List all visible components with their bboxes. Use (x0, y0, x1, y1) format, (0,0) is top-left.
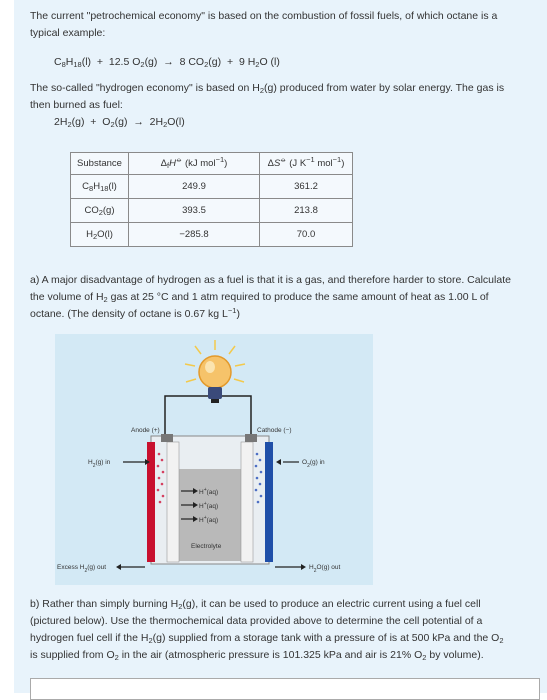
table-cell: 361.2 (260, 175, 353, 199)
h2-in-label: $H_2(g)$ in (88, 459, 111, 469)
hplus-label: H+(aq) (199, 487, 219, 496)
anode-electrode (167, 442, 179, 562)
table-header-row (71, 153, 353, 175)
table-cell: 70.0 (260, 223, 353, 247)
table-header-cell: ΔS⦵ (J $K^{-1}$ mol$^{-1}$) (260, 153, 353, 175)
table-cell: 393.5 (129, 199, 260, 223)
cathode-plate (265, 442, 273, 562)
hydrogen-economy-text: The so-called "hydrogen economy" is based on $H_2(g)$ produced from water by solar energy. The gas is then burned as fuel: (30, 82, 505, 111)
table-cell: $H_2O(l)$ (71, 223, 129, 247)
table-cell: $CO_2(g)$ (71, 199, 129, 223)
table-header-cell: Substance (71, 153, 129, 175)
h2o-out-label: $H_2O(g)$ out (309, 564, 341, 574)
hplus-label: H+(aq) (199, 515, 219, 524)
cathode-electrode (241, 442, 253, 562)
cathode-terminal (245, 434, 257, 442)
anode-terminal (161, 434, 173, 442)
table-row (71, 199, 353, 223)
question-a-text: a) A major disadvantage of hydrogen as a fuel is that it is a gas, and therefore harder to store. Calculate the volume of $H_2$ gas at 25 °C and 1 atm required to produce the same amount of heat as 1.00 L of octane. (The density of octane is 0.67 kg $L^{-1}$) (30, 274, 511, 320)
anode-label: Anode (+) (131, 427, 160, 434)
table-cell: $C_8H_{18}(l)$ (71, 175, 129, 199)
anode-plate (147, 442, 155, 562)
excess-h2-out-label: Excess $H_2(g)$ out (57, 564, 107, 574)
answer-input[interactable] (30, 678, 540, 700)
o2-in-label: $O_2(g)$ in (302, 459, 325, 469)
hydrogen-combustion-equation: $2H_2(g) + O_2(g) \to 2H_2O(l)$ (54, 116, 185, 129)
table-row (71, 223, 353, 247)
fuel-cell-diagram (55, 334, 373, 585)
table-row (71, 175, 353, 199)
intro-text: The current "petrochemical economy" is based on the combustion of fossil fuels, of which octane is a typical example: (30, 10, 498, 39)
cathode-label: Cathode (−) (257, 427, 292, 434)
question-b-text: b) Rather than simply burning $H_2(g)$, it can be used to produce an electric current using a fuel cell (pictured below). Use the thermochemical data provided above to determine the cell potential of a hydrogen fuel cell if the $H_2(g)$ supplied from a storage tank with a pressure of is at 500 kPa and the $O_2$ is supplied from $O_2$ in the air (atmospheric pressure is 101.325 kPa and air is 21% $O_2$ by volume). (30, 598, 504, 662)
hplus-label: H+(aq) (199, 501, 219, 510)
table-cell: −285.8 (129, 223, 260, 247)
table-header-cell: $\Delta_fH^⦵$ (kJ mol$^{-1}$) (129, 153, 260, 175)
octane-combustion-equation: $C_8H_{18}(l) + 12.5$ $O_2(g) \to 8$ $CO_2(g) + 9$ $H_2O$ (l) (54, 56, 280, 69)
electrolyte-label: Electrolyte (191, 543, 222, 550)
table-cell: 249.9 (129, 175, 260, 199)
table-cell: 213.8 (260, 199, 353, 223)
thermochemical-data-table (70, 152, 353, 247)
